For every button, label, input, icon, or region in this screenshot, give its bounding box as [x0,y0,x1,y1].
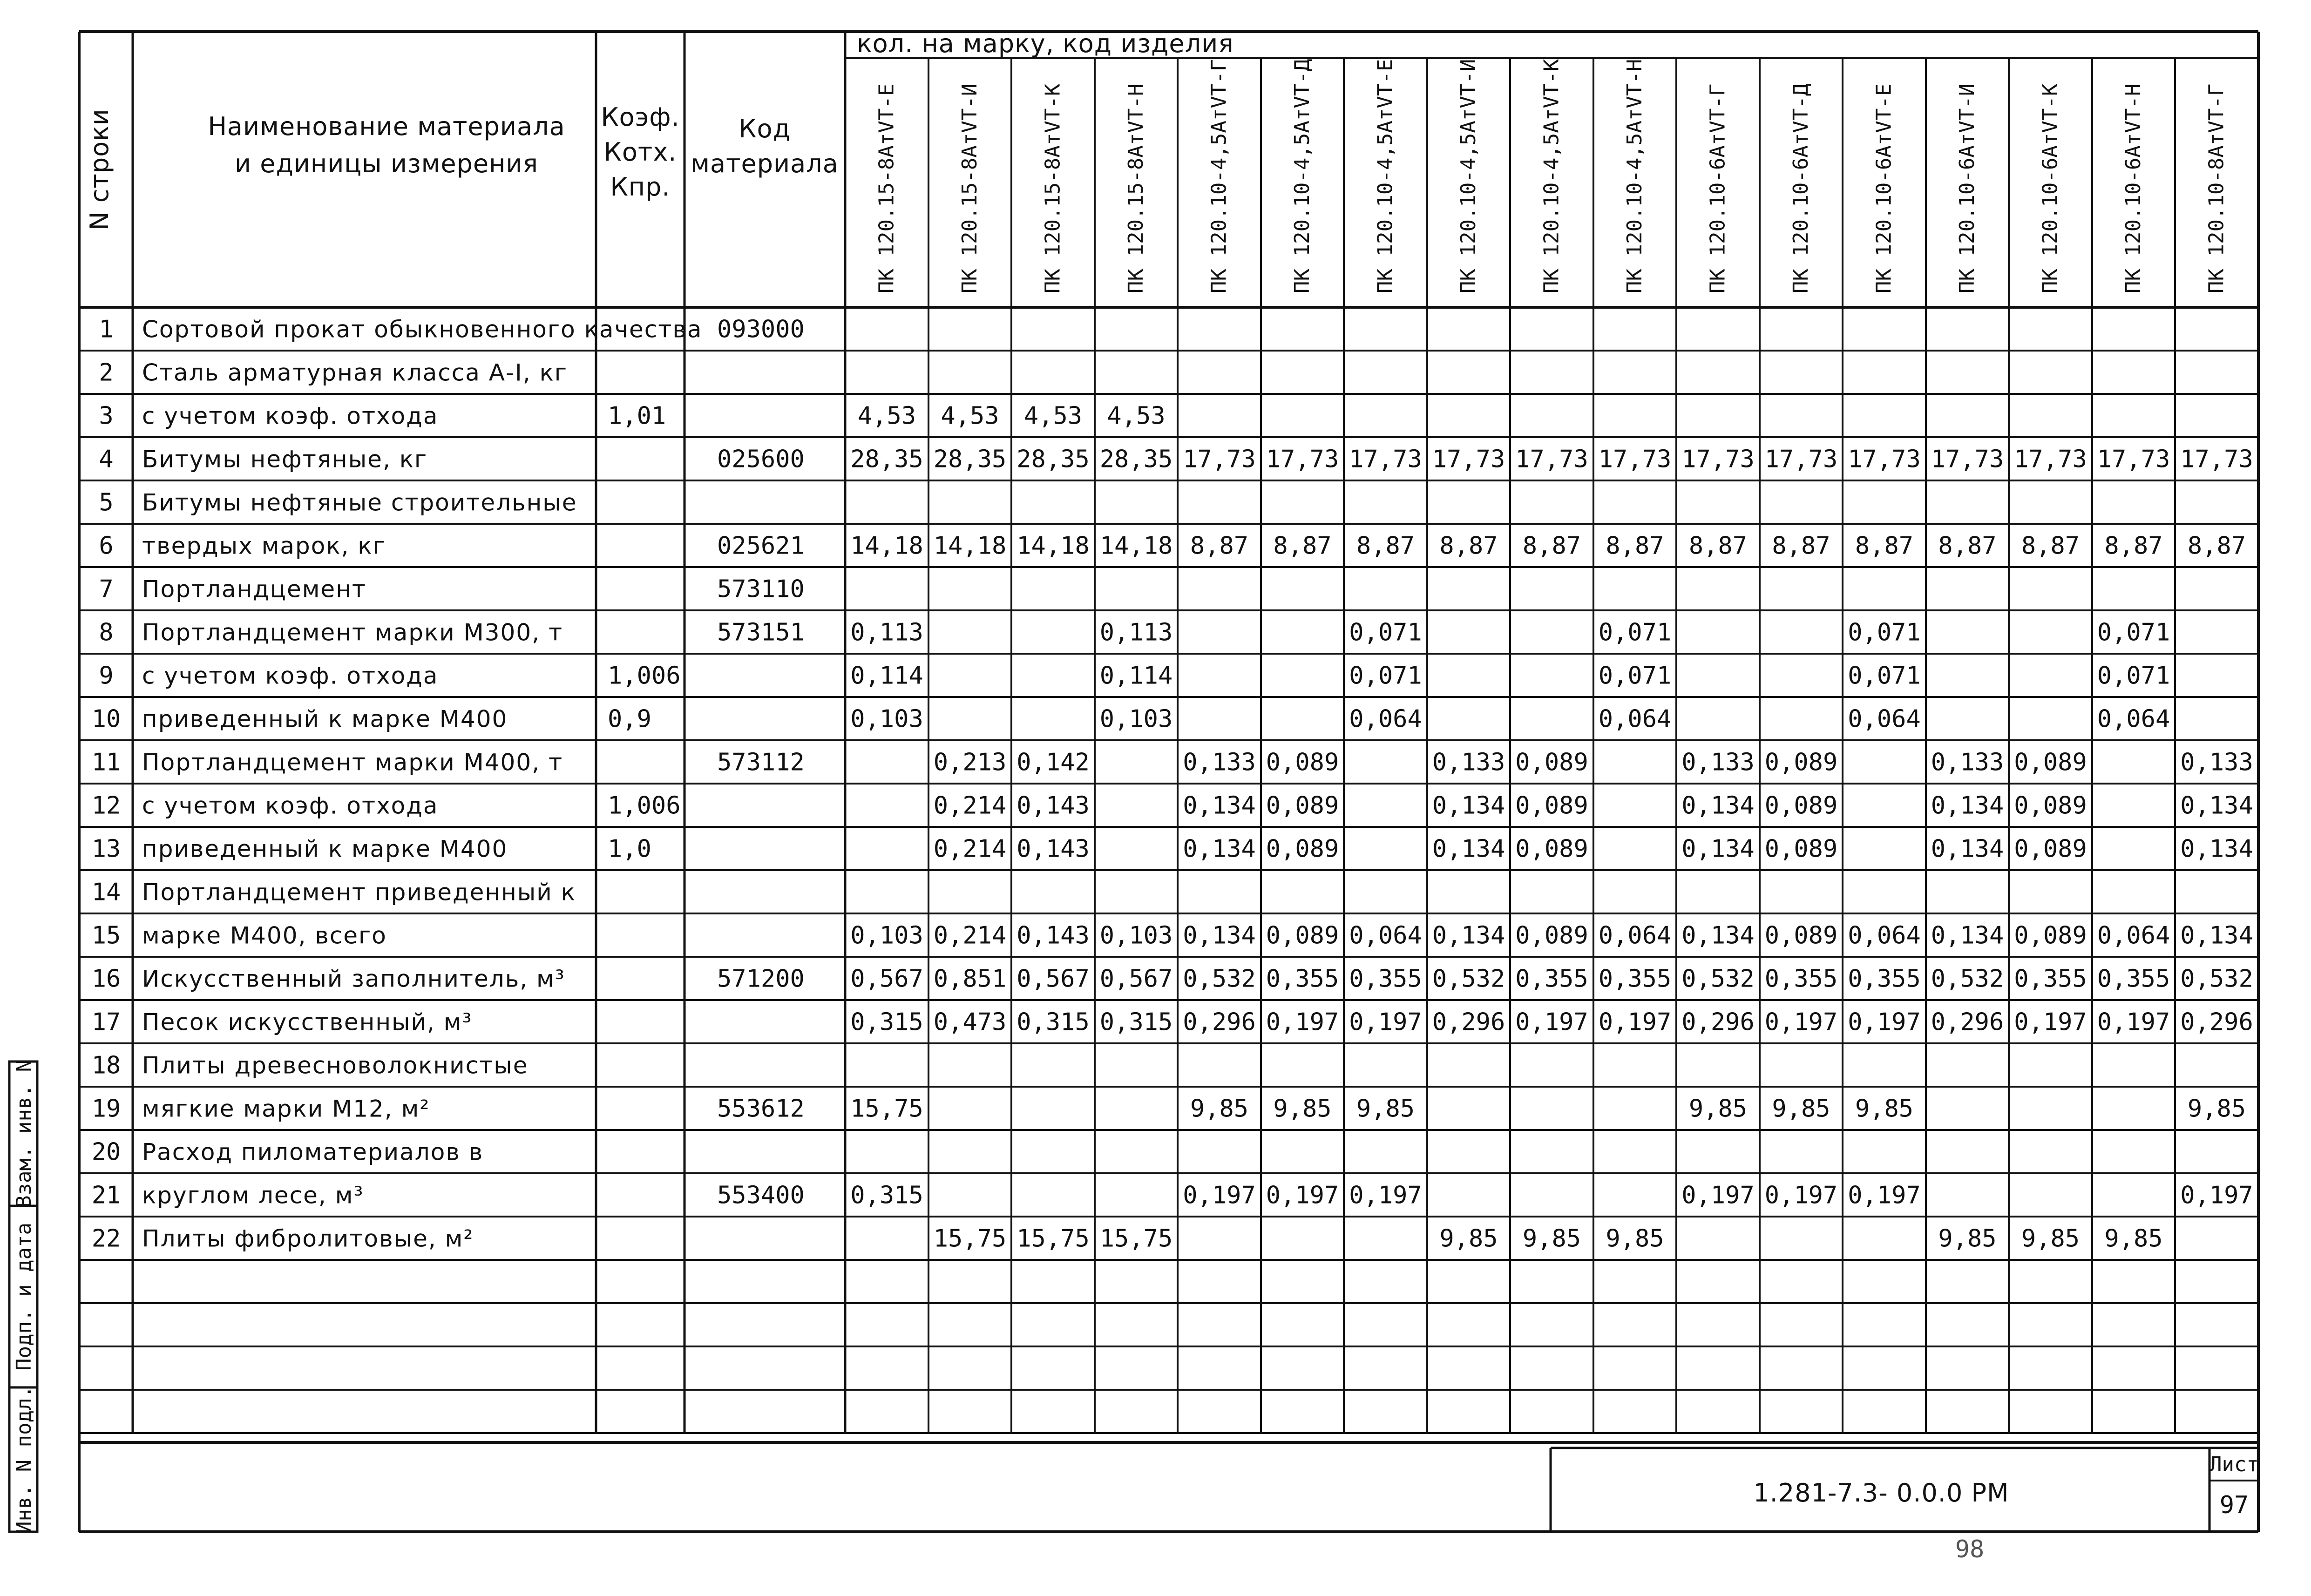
quantity-cell: 0,089 [2014,921,2087,950]
quantity-cell: 0,103 [850,705,923,733]
quantity-cell: 0,089 [1764,835,1838,863]
quantity-cell: 28,35 [850,445,923,473]
quantity-cell: 0,197 [1349,1008,1422,1036]
quantity-cell: 0,103 [850,921,923,950]
quantity-cell: 0,114 [850,662,923,690]
quantity-cell: 17,73 [1266,445,1339,473]
quantity-cell: 0,296 [1432,1008,1505,1036]
header-coef-line1: Коэф. [601,102,680,132]
quantity-cell: 0,134 [1432,835,1505,863]
quantity-cell: 17,73 [1598,445,1672,473]
row-number: 21 [91,1181,121,1210]
material-name: Искусственный заполнитель, м³ [142,965,565,993]
material-name: с учетом коэф. отхода [142,662,439,690]
quantity-cell: 0,133 [1681,748,1755,777]
quantity-cell: 0,214 [933,835,1007,863]
quantity-cell: 9,85 [1273,1095,1332,1123]
quantity-cell: 8,87 [2021,532,2080,560]
product-column-header: ПК 120.10-6АтVТ-Г [1706,83,1730,293]
material-code: 571200 [717,965,805,993]
material-name: твердых марок, кг [142,532,386,560]
coefficient-value: 1,006 [608,791,681,820]
row-number: 9 [99,662,114,690]
quantity-cell: 0,089 [1266,835,1339,863]
sheet-number: 97 [2219,1491,2249,1519]
header-name-line2: и единицы измерения [234,149,539,178]
row-number: 22 [91,1224,121,1253]
product-column-header: ПК 120.15-8АтVТ-К [1041,83,1065,293]
row-number: 8 [99,618,114,647]
material-name: с учетом коэф. отхода [142,402,439,430]
quantity-cell: 0,197 [2180,1181,2253,1210]
quantity-cell: 0,532 [1681,965,1755,993]
quantity-cell: 0,532 [1931,965,2004,993]
row-number: 17 [91,1008,121,1036]
quantity-cell: 0,197 [1764,1008,1838,1036]
quantity-cell: 17,73 [1764,445,1838,473]
quantity-cell: 9,85 [1688,1095,1748,1123]
quantity-cell: 0,064 [1848,705,1921,733]
quantity-cell: 9,85 [1938,1224,1997,1253]
quantity-cell: 14,18 [933,532,1007,560]
quantity-cell: 0,851 [933,965,1007,993]
row-number: 3 [99,402,114,430]
table-grid [79,32,2258,1532]
header-products-title: кол. на марку, код изделия [857,29,1234,58]
material-name: Сталь арматурная класса А-I, кг [142,359,568,386]
material-code: 573151 [717,618,805,647]
page-number-below: 98 [1955,1535,1985,1563]
sheet-label: Лист [2209,1453,2259,1476]
quantity-cell: 0,114 [1099,662,1173,690]
material-code: 025600 [717,445,805,473]
quantity-cell: 0,355 [2097,965,2170,993]
quantity-cell: 0,064 [1598,705,1672,733]
row-number: 15 [91,921,121,950]
quantity-cell: 0,134 [1432,791,1505,820]
quantity-cell: 0,296 [2180,1008,2253,1036]
quantity-cell: 0,134 [1183,835,1256,863]
quantity-cell: 0,315 [1017,1008,1090,1036]
quantity-cell: 0,089 [2014,748,2087,777]
quantity-cell: 17,73 [1848,445,1921,473]
quantity-cell: 0,089 [1266,791,1339,820]
quantity-cell: 15,75 [850,1095,923,1123]
quantity-cell: 9,85 [2187,1095,2246,1123]
quantity-cell: 17,73 [2014,445,2087,473]
row-number: 16 [91,965,121,993]
quantity-cell: 0,355 [2014,965,2087,993]
row-number: 14 [91,878,121,906]
quantity-cell: 28,35 [1017,445,1090,473]
material-code: 573110 [717,575,805,603]
quantity-cell: 17,73 [1432,445,1505,473]
quantity-cell: 14,18 [1017,532,1090,560]
quantity-cell: 4,53 [1023,402,1083,430]
row-number: 7 [99,575,114,603]
row-number: 18 [91,1051,121,1080]
row-number: 6 [99,532,114,560]
row-number: 20 [91,1138,121,1166]
quantity-cell: 9,85 [1356,1095,1415,1123]
quantity-cell: 15,75 [1017,1224,1090,1253]
material-code: 573112 [717,748,805,777]
material-name: Сортовой прокат обыкновенного качества [142,316,703,343]
quantity-cell: 14,18 [1099,532,1173,560]
product-column-header: ПК 120.10-8АтVТ-Г [2204,83,2229,293]
quantity-cell: 0,197 [1681,1181,1755,1210]
quantity-cell: 0,532 [2180,965,2253,993]
quantity-cell: 0,064 [2097,705,2170,733]
product-column-header: ПК 120.10-6АтVТ-К [2038,83,2062,293]
quantity-cell: 9,85 [1606,1224,1664,1253]
quantity-cell: 17,73 [1183,445,1256,473]
product-column-header: ПК 120.10-4,5АтVТ-К [1539,59,1564,293]
material-name: Битумы нефтяные, кг [142,446,428,473]
quantity-cell: 0,113 [850,618,923,647]
quantity-cell: 0,197 [1266,1181,1339,1210]
row-number: 12 [91,791,121,820]
quantity-cell: 0,134 [1183,791,1256,820]
quantity-cell: 0,197 [2097,1008,2170,1036]
material-name: Расход пиломатериалов в [142,1138,484,1166]
quantity-cell: 0,134 [1681,835,1755,863]
row-number: 19 [91,1095,121,1123]
quantity-cell: 0,071 [1349,618,1422,647]
material-code: 025621 [717,532,805,560]
quantity-cell: 0,071 [1848,662,1921,690]
quantity-cell: 9,85 [1439,1224,1498,1253]
quantity-cell: 15,75 [1099,1224,1173,1253]
quantity-cell: 0,134 [1183,921,1256,950]
quantity-cell: 0,296 [1931,1008,2004,1036]
title-block [1753,1453,2259,1563]
quantity-cell: 0,064 [1349,705,1422,733]
side-label-inv-no: Инв. N подл. [12,1386,36,1534]
material-name: мягкие марки М12, м² [142,1095,430,1123]
product-column-header: ПК 120.10-4,5АтVТ-Д [1290,59,1314,293]
product-column-header: ПК 120.10-4,5АтVТ-Е [1373,59,1397,293]
quantity-cell: 4,53 [1107,402,1166,430]
quantity-cell: 0,315 [1099,1008,1173,1036]
quantity-cell: 0,133 [2180,748,2253,777]
header-name-line1: Наименование материала [208,112,565,141]
quantity-cell: 0,355 [1598,965,1672,993]
quantity-cell: 0,143 [1017,835,1090,863]
material-name: Портландцемент марки М400, т [142,749,563,776]
quantity-cell: 0,197 [1598,1008,1672,1036]
quantity-cell: 0,089 [1515,748,1588,777]
product-column-header: ПК 120.10-4,5АтVТ-Н [1623,59,1647,293]
quantity-cell: 8,87 [1439,532,1498,560]
coefficient-value: 0,9 [608,705,651,733]
quantity-cell: 0,532 [1183,965,1256,993]
material-name: с учетом коэф. отхода [142,792,439,819]
quantity-cell: 0,133 [1432,748,1505,777]
quantity-cell: 0,197 [1848,1008,1921,1036]
material-name: Плиты фибролитовые, м² [142,1225,474,1252]
quantity-cell: 8,87 [1522,532,1581,560]
quantity-cell: 4,53 [857,402,916,430]
quantity-cell: 17,73 [1515,445,1588,473]
quantity-cell: 0,197 [1764,1181,1838,1210]
quantity-cell: 9,85 [1190,1095,1249,1123]
quantity-cell: 14,18 [850,532,923,560]
quantity-cell: 0,355 [1764,965,1838,993]
quantity-cell: 0,197 [1266,1008,1339,1036]
quantity-cell: 8,87 [1688,532,1748,560]
header-row-number: N строки [85,108,114,230]
quantity-cell: 4,53 [941,402,999,430]
quantity-cell: 28,35 [933,445,1007,473]
material-name: Портландцемент марки М300, т [142,619,563,646]
quantity-cell: 8,87 [1938,532,1997,560]
quantity-cell: 9,85 [1855,1095,1914,1123]
quantity-cell: 0,567 [1099,965,1173,993]
quantity-cell: 0,197 [1183,1181,1256,1210]
quantity-cell: 15,75 [933,1224,1007,1253]
product-column-header: ПК 120.15-8АтVТ-Н [1124,83,1148,293]
quantity-cell: 0,089 [2014,791,2087,820]
quantity-cell: 0,089 [1764,748,1838,777]
coefficient-value: 1,006 [608,662,681,690]
quantity-cell: 0,355 [1266,965,1339,993]
material-code: 553612 [717,1095,805,1123]
quantity-cell: 0,133 [1931,748,2004,777]
quantity-cell: 0,134 [2180,835,2253,863]
quantity-cell: 0,214 [933,791,1007,820]
quantity-cell: 9,85 [2021,1224,2080,1253]
material-name: приведенный к марке М400 [142,835,508,863]
quantity-cell: 0,134 [1681,791,1755,820]
row-number: 10 [91,705,121,733]
quantity-cell: 0,355 [1349,965,1422,993]
quantity-cell: 0,355 [1848,965,1921,993]
quantity-cell: 0,134 [1931,921,2004,950]
material-name: Портландцемент приведенный к [142,879,576,906]
row-number: 2 [99,358,114,387]
quantity-cell: 0,197 [1349,1181,1422,1210]
quantity-cell: 0,064 [1349,921,1422,950]
material-name: круглом лесе, м³ [142,1182,364,1209]
product-column-header: ПК 120.10-6АтVТ-Е [1872,83,1896,293]
product-column-header: ПК 120.10-4,5АтVТ-И [1457,59,1480,293]
quantity-cell: 0,064 [1598,921,1672,950]
quantity-cell: 0,089 [1515,791,1588,820]
side-label-sign-date: Подп. и дата [12,1223,36,1371]
quantity-cell: 0,089 [1266,748,1339,777]
quantity-cell: 28,35 [1099,445,1173,473]
material-code: 093000 [717,315,805,344]
quantity-cell: 9,85 [2104,1224,2163,1253]
quantity-cell: 0,113 [1099,618,1173,647]
header-coef-line3: Кпр. [610,172,671,202]
quantity-cell: 8,87 [1356,532,1415,560]
quantity-cell: 17,73 [2097,445,2170,473]
quantity-cell: 8,87 [1772,532,1830,560]
product-column-header: ПК 120.15-8АтVТ-И [958,83,982,293]
quantity-cell: 0,134 [2180,921,2253,950]
quantity-cell: 0,071 [1848,618,1921,647]
quantity-cell: 0,315 [850,1181,923,1210]
quantity-cell: 0,071 [2097,662,2170,690]
quantity-cell: 0,064 [1848,921,1921,950]
quantity-cell: 0,197 [1515,1008,1588,1036]
quantity-cell: 0,103 [1099,705,1173,733]
quantity-cell: 0,089 [1764,791,1838,820]
left-margin-stamp [9,1060,37,1534]
quantity-cell: 0,143 [1017,791,1090,820]
header-coef-line2: Котх. [603,137,677,167]
row-number: 11 [91,748,121,777]
row-number: 4 [99,445,114,473]
quantity-cell: 8,87 [1190,532,1249,560]
header-code-line1: Код [739,114,791,143]
quantity-cell: 17,73 [1681,445,1755,473]
product-column-header: ПК 120.15-8АтVТ-Е [874,83,899,293]
row-number: 1 [99,315,114,344]
table-header [85,29,2229,293]
product-column-header: ПК 120.10-6АтVТ-Н [2121,83,2145,293]
quantity-cell: 0,134 [1931,835,2004,863]
quantity-cell: 0,143 [1017,921,1090,950]
quantity-cell: 0,071 [1349,662,1422,690]
quantity-cell: 0,134 [1931,791,2004,820]
coefficient-value: 1,0 [608,835,651,863]
row-number: 5 [99,488,114,517]
quantity-cell: 0,197 [2014,1008,2087,1036]
material-name: Песок искусственный, м³ [142,1008,473,1036]
quantity-cell: 0,089 [1764,921,1838,950]
quantity-cell: 0,089 [1515,835,1588,863]
quantity-cell: 0,103 [1099,921,1173,950]
product-column-header: ПК 120.10-6АтVТ-Д [1789,83,1813,293]
quantity-cell: 0,071 [1598,618,1672,647]
quantity-cell: 0,315 [850,1008,923,1036]
side-label-replace-inv: Взам. инв. N [12,1060,36,1208]
quantity-cell: 0,089 [2014,835,2087,863]
row-number: 13 [91,835,121,863]
material-name: Плиты древесноволокнистые [142,1052,529,1079]
material-name: Битумы нефтяные строительные [142,489,577,516]
quantity-cell: 17,73 [1349,445,1422,473]
quantity-cell: 8,87 [2187,532,2246,560]
quantity-cell: 9,85 [1772,1095,1830,1123]
quantity-cell: 0,071 [1598,662,1672,690]
quantity-cell: 8,87 [2104,532,2163,560]
quantity-cell: 0,532 [1432,965,1505,993]
material-name: марке М400, всего [142,922,387,949]
quantity-cell: 0,133 [1183,748,1256,777]
quantity-cell: 0,064 [2097,921,2170,950]
quantity-cell: 17,73 [2180,445,2253,473]
quantity-cell: 9,85 [1522,1224,1581,1253]
quantity-cell: 0,567 [1017,965,1090,993]
quantity-cell: 8,87 [1855,532,1914,560]
material-name: приведенный к марке М400 [142,705,508,733]
quantity-cell: 0,214 [933,921,1007,950]
document-code: 1.281-7.3- 0.0.0 РМ [1753,1478,2009,1508]
quantity-cell: 0,089 [1515,921,1588,950]
quantity-cell: 8,87 [1273,532,1332,560]
quantity-cell: 0,134 [1681,921,1755,950]
product-column-header: ПК 120.10-6АтVТ-И [1955,83,1979,293]
quantity-cell: 17,73 [1931,445,2004,473]
quantity-cell: 0,134 [1432,921,1505,950]
quantity-cell: 0,071 [2097,618,2170,647]
quantity-cell: 0,213 [933,748,1007,777]
quantity-cell: 8,87 [1606,532,1664,560]
material-code: 553400 [717,1181,805,1210]
quantity-cell: 0,296 [1183,1008,1256,1036]
header-code-line2: материала [691,149,839,178]
quantity-cell: 0,089 [1266,921,1339,950]
quantity-cell: 0,296 [1681,1008,1755,1036]
quantity-cell: 0,134 [2180,791,2253,820]
quantity-cell: 0,473 [933,1008,1007,1036]
quantity-cell: 0,567 [850,965,923,993]
quantity-cell: 0,197 [1848,1181,1921,1210]
quantity-cell: 0,142 [1017,748,1090,777]
material-name: Портландцемент [142,575,367,603]
coefficient-value: 1,01 [608,402,666,430]
product-column-header: ПК 120.10-4,5АтVТ-Г [1207,59,1231,293]
quantity-cell: 0,355 [1515,965,1588,993]
